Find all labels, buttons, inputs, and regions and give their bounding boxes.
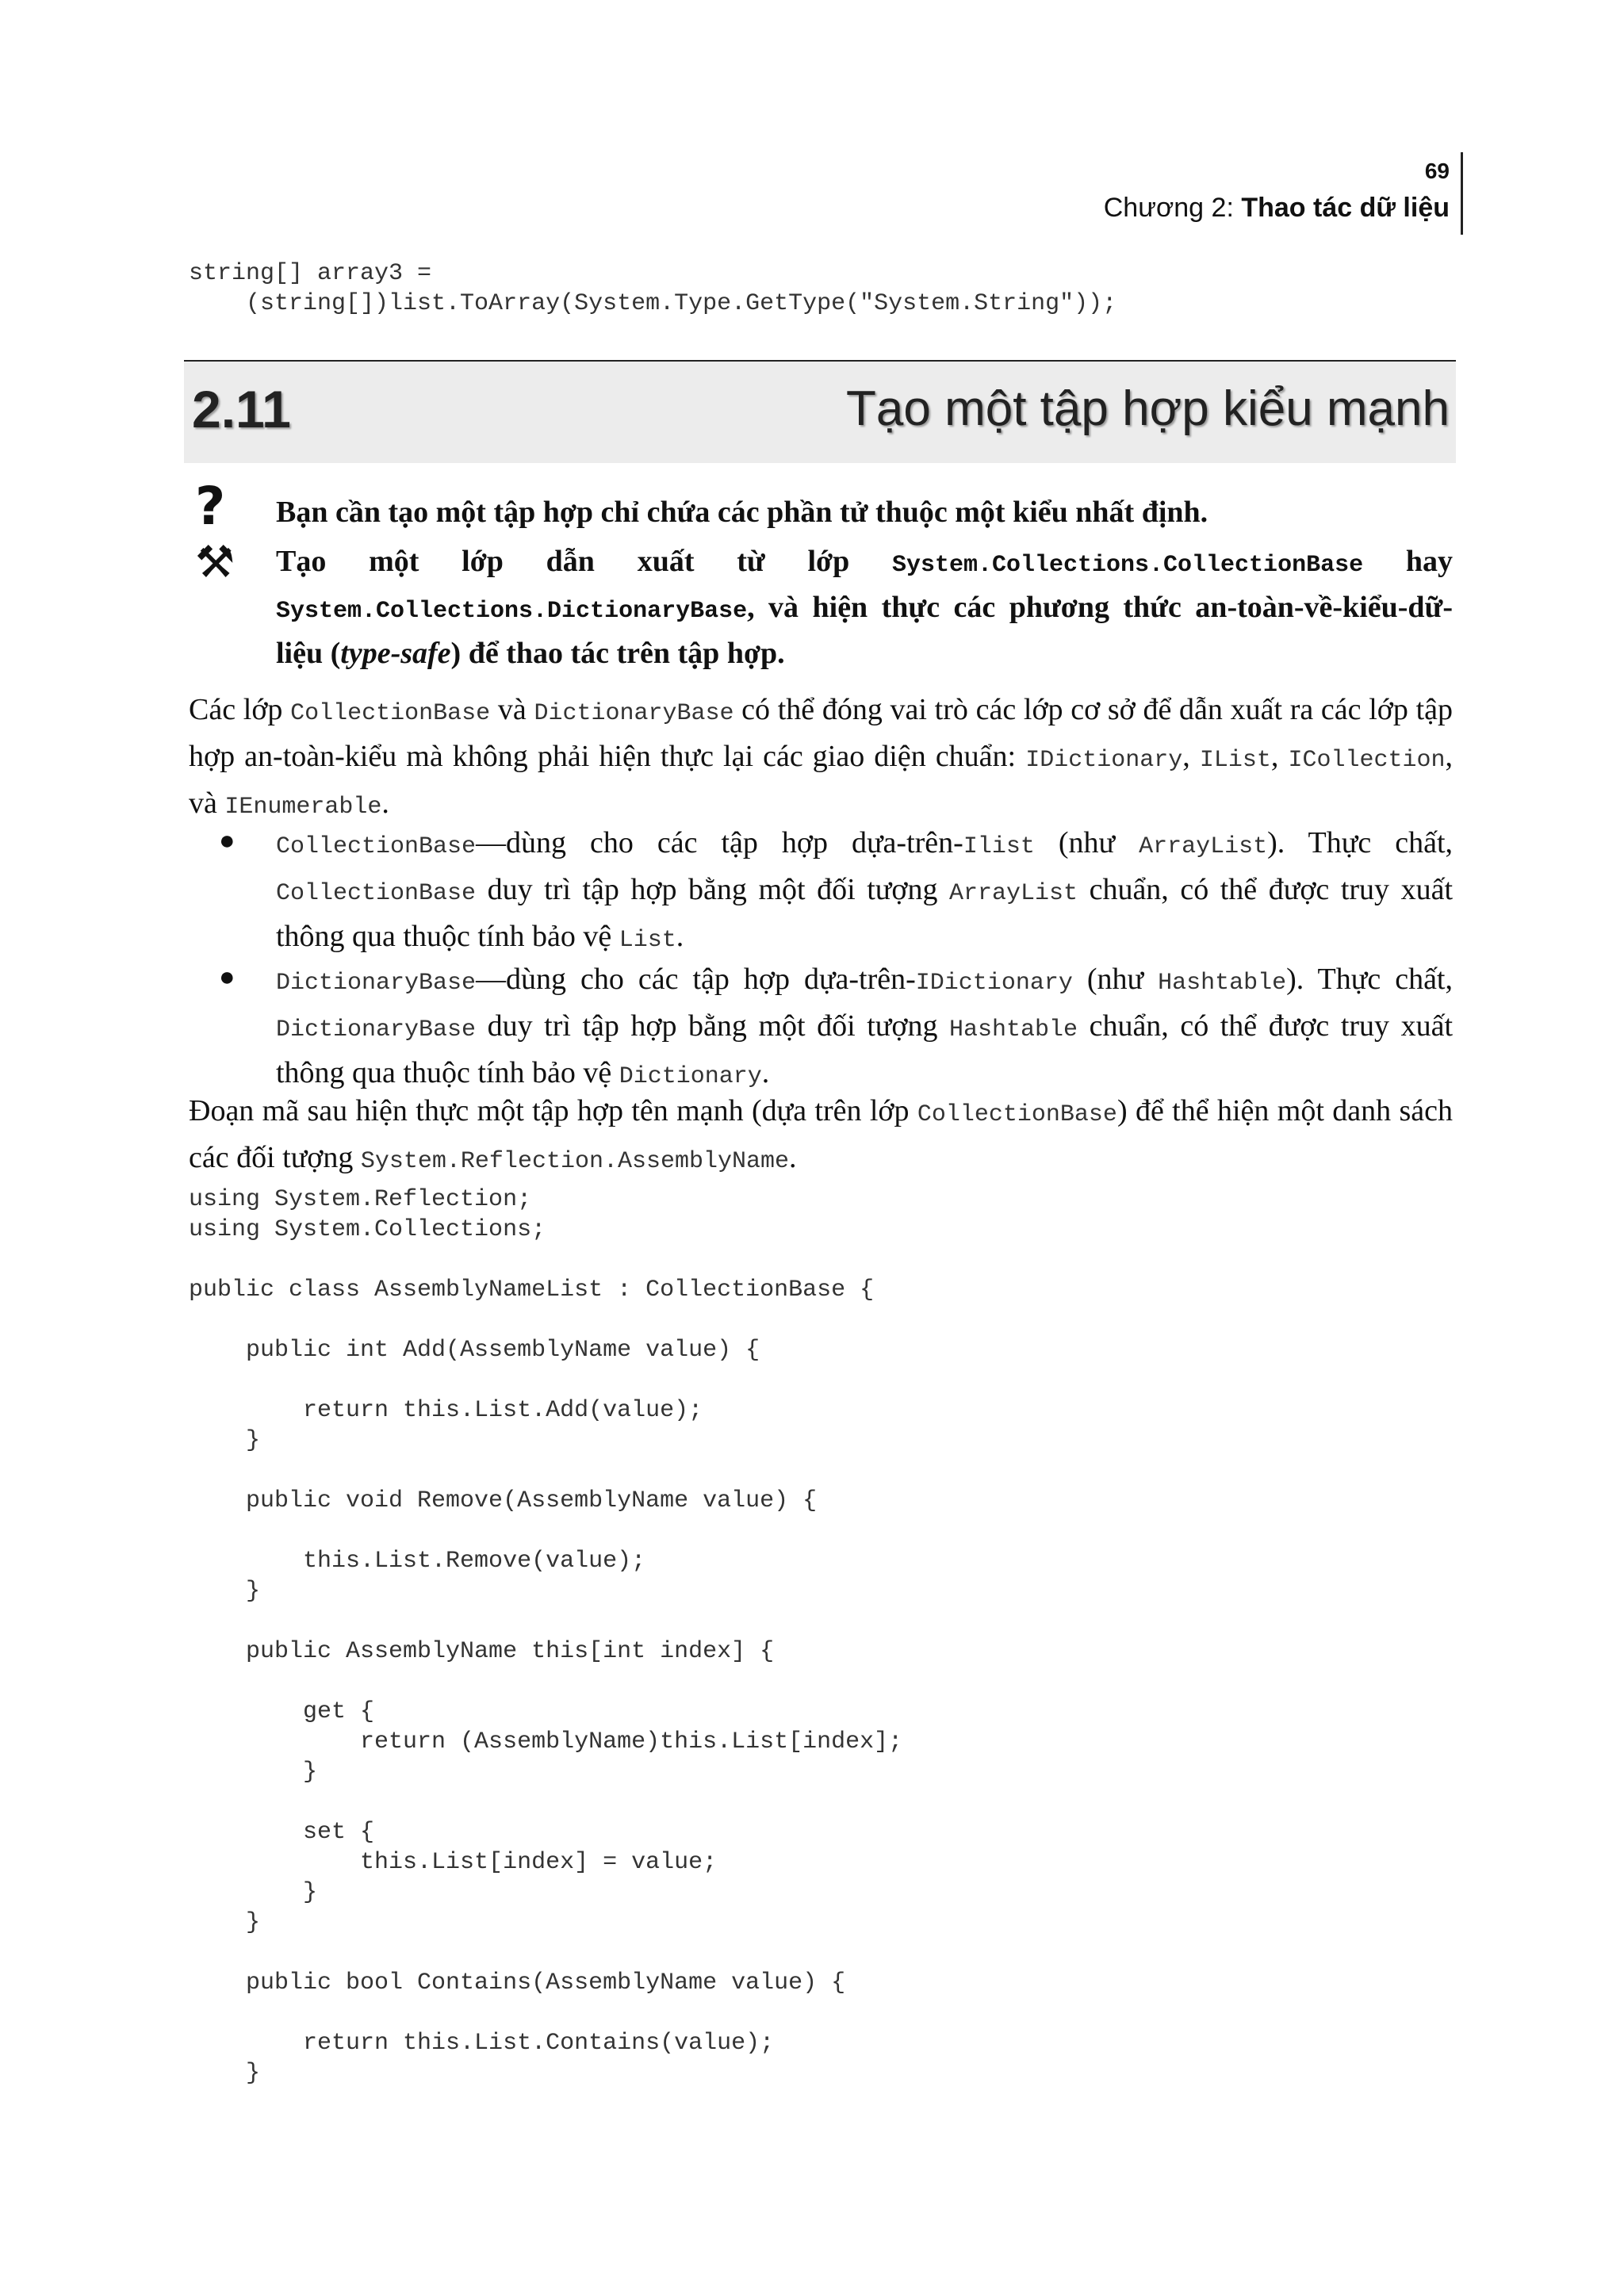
inline-code: System.Collections.CollectionBase: [891, 552, 1364, 579]
chapter-heading: [1104, 189, 1450, 227]
paragraph-code-intro: Đoạn mã sau hiện thực một tập hợp tên mạnh (dựa trên lớp CollectionBase) để thể hiện một danh sách các đối tượng System.Reflection.AssemblyName.: [189, 1094, 1453, 1175]
emphasis: type-safe: [340, 637, 451, 670]
code-block-top: string[] array3 = (string[])list.ToArray(System.Type.GetType("System.String"));: [189, 260, 1117, 317]
bullet-marker: ●: [219, 963, 236, 992]
list-item: DictionaryBase—dùng cho các tập hợp dựa-trên-IDictionary (như Hashtable). Thực chất, DictionaryBase duy trì tập hợp bằng một đối tượng Hashtable chuẩn, có thể được truy xuất thông qua thuộc tính bảo vệ Dictionary.: [276, 963, 1453, 1090]
list-item: CollectionBase—dùng cho các tập hợp dựa-trên-Ilist (như ArrayList). Thực chất, CollectionBase duy trì tập hợp bằng một đối tượng ArrayList chuẩn, có thể được truy xuất thông qua thuộc tính bảo vệ List.: [276, 826, 1453, 954]
section-heading: [184, 360, 1456, 463]
chapter-title: Thao tác dữ liệu: [1241, 193, 1450, 223]
section-number: 2.11: [192, 380, 291, 438]
code-block-main: using System.Reflection; using System.Collections; public class AssemblyNameList : CollectionBase { public int Add(AssemblyName value) { return this.List.Add(value); } public void Remove(AssemblyName value) { this.List.Remove(value); } public AssemblyName this[int index] { get { return (AssemblyName)this.List[index]; } set { this.List[index] = value; } } public bool Contains(AssemblyName value) { return this.List.Contains(value); }: [189, 1186, 903, 2087]
paragraph-intro: Các lớp CollectionBase và DictionaryBase có thể đóng vai trò các lớp cơ sở để dẫn xuất ra các lớp tập hợp an-toàn-kiểu mà không phải hiện thực lại các giao diện chuẩn: IDictionary, IList, ICollection, và IEnumerable.: [189, 693, 1453, 821]
inline-code: System.Collections.DictionaryBase: [276, 598, 748, 625]
problem-statement: Bạn cần tạo một tập hợp chỉ chứa các phần tử thuộc một kiểu nhất định.: [276, 496, 1208, 529]
bullet-marker: ●: [219, 826, 236, 856]
page-number: 69: [1424, 159, 1450, 183]
question-icon: ?: [195, 476, 226, 537]
tools-icon: ⚒: [195, 537, 236, 588]
solution-statement: Tạo một lớp dẫn xuất từ lớp System.Collections.CollectionBase hay System.Collections.DictionaryBase, và hiện thực các phương thức an-toàn-về-kiểu-dữ-liệu (type-safe) để thao tác trên tập hợp.: [276, 545, 1453, 670]
chapter-prefix: Chương 2:: [1103, 193, 1242, 223]
header-rule: [1461, 152, 1463, 235]
running-header: [1104, 157, 1450, 227]
section-title: Tạo một tập hợp kiểu mạnh: [846, 381, 1450, 436]
